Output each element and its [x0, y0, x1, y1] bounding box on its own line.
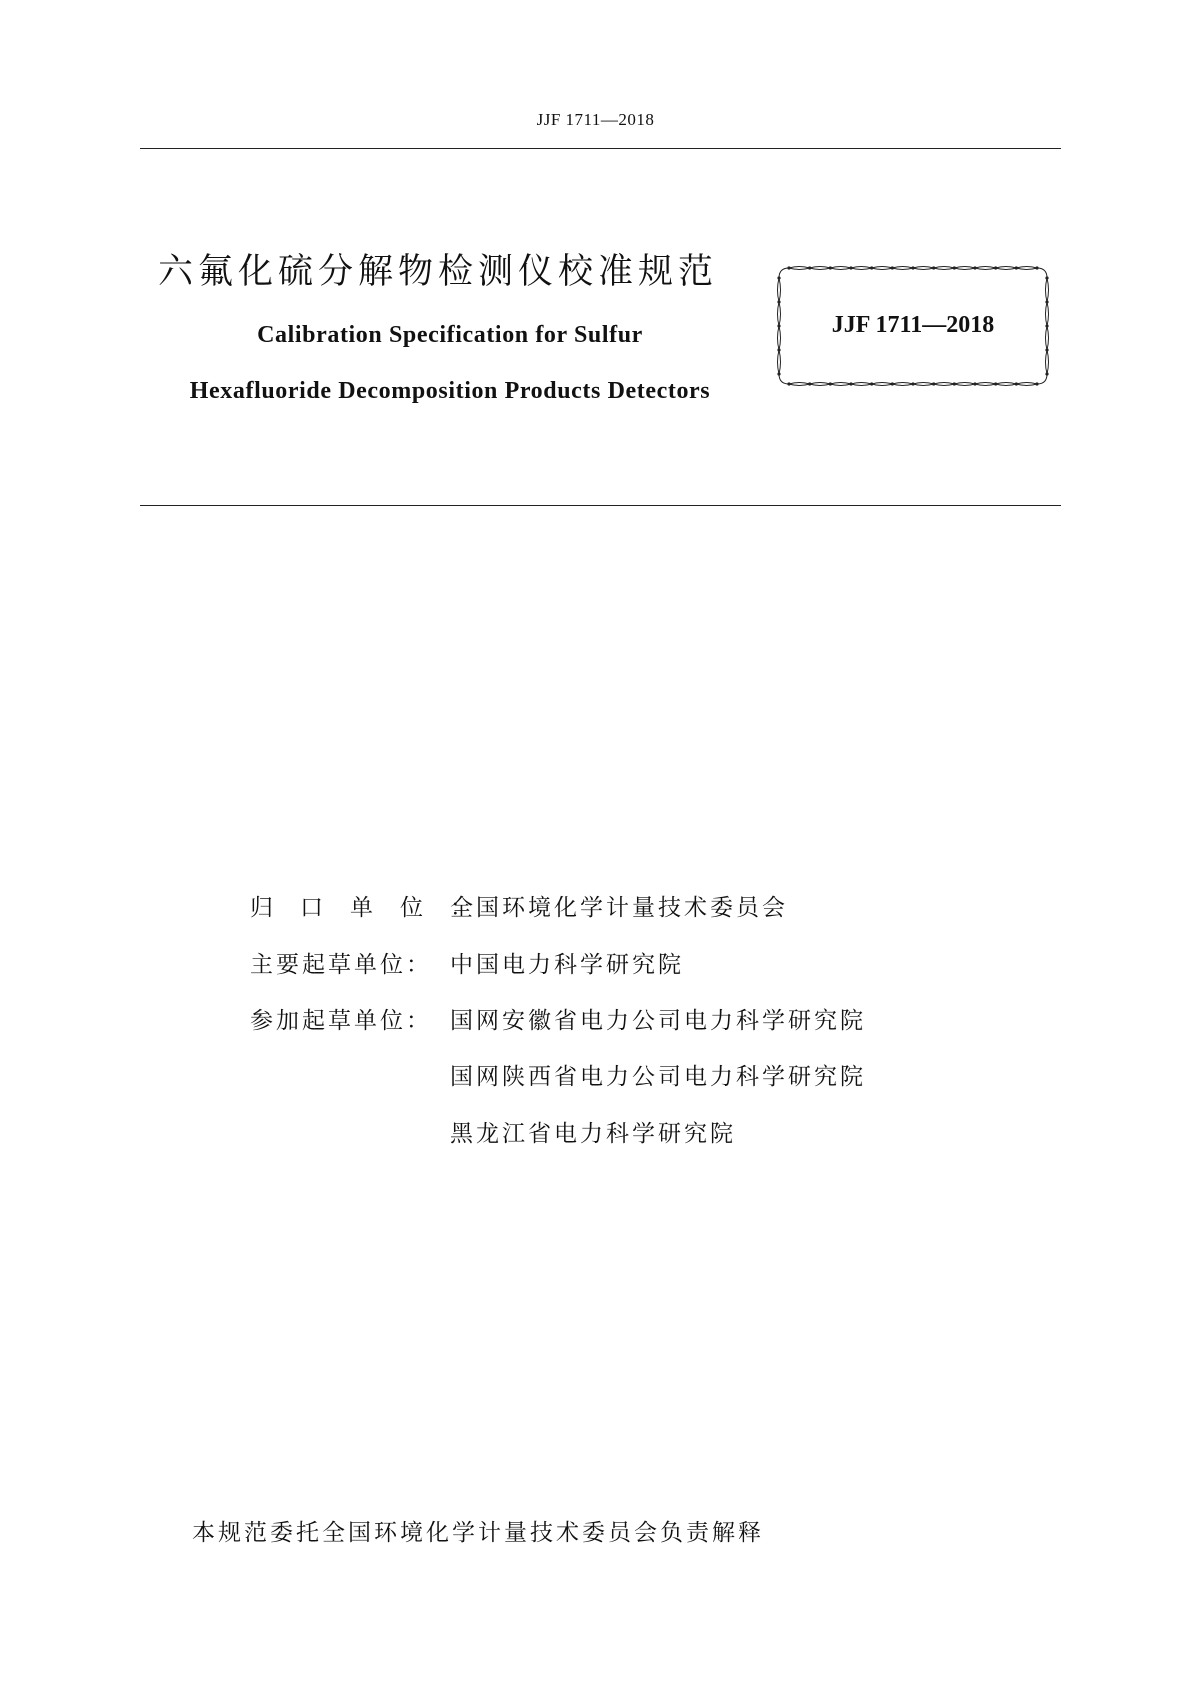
responsible-unit-row: [250, 885, 788, 925]
standard-code-box: [773, 262, 1053, 390]
participant-row: [250, 998, 866, 1038]
main-drafter-label: 主要起草单位：: [250, 951, 432, 978]
interpretation-note: 本规范委托全国环境化学计量技术委员会负责解释: [192, 1520, 764, 1546]
participant-unit: 黑龙江省电力科学研究院: [450, 1120, 736, 1147]
main-drafter-value: 中国电力科学研究院: [450, 951, 684, 978]
responsible-unit-label: 归口单位：: [250, 894, 500, 921]
participants-label: 参加起草单位：: [250, 1007, 432, 1034]
running-header: JJF 1711—2018: [536, 110, 655, 129]
title-rule: [140, 505, 1061, 506]
header-rule: [140, 148, 1061, 149]
standard-code: JJF 1711—2018: [831, 312, 995, 338]
participant-unit: 国网陕西省电力公司电力科学研究院: [450, 1063, 866, 1090]
responsible-unit-value: 全国环境化学计量技术委员会: [450, 894, 788, 921]
main-drafter-row: [250, 942, 684, 982]
participant-unit: 国网安徽省电力公司电力科学研究院: [450, 1007, 866, 1034]
title-english-line2: Hexafluoride Decomposition Products Detectors: [189, 378, 711, 404]
title-chinese: 六氟化硫分解物检测仪校准规范: [158, 252, 719, 292]
title-english-line1: Calibration Specification for Sulfur: [257, 322, 643, 348]
